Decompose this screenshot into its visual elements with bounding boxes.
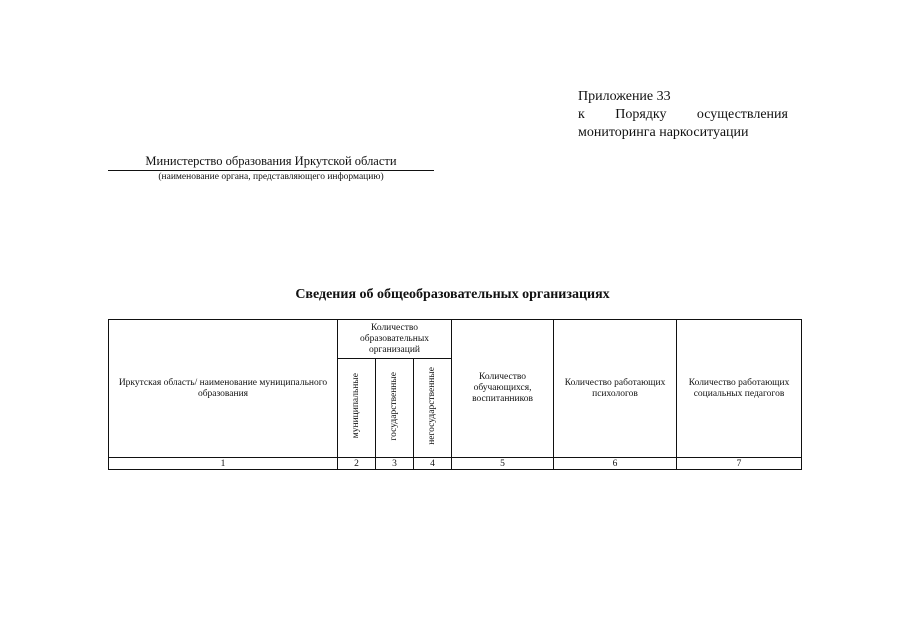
appendix-line-3: мониторинга наркоситуации (578, 125, 749, 140)
organization-underline (108, 170, 434, 171)
column-number: 6 (554, 458, 677, 470)
column-number: 3 (376, 458, 414, 470)
header-psychologists: Количество работающих психологов (554, 320, 677, 458)
organization-block (108, 154, 434, 182)
document-title: Сведения об общеобразовательных организациях (295, 287, 610, 302)
organizations-table (108, 319, 802, 470)
header-municipal-cell (338, 359, 376, 458)
appendix-number: Приложение 33 (578, 89, 671, 104)
organization-hint: (наименование органа, представляющего информацию) (158, 172, 384, 182)
column-number: 5 (452, 458, 554, 470)
appendix-word-order: Порядку (615, 107, 667, 122)
appendix-line-2 (578, 106, 788, 124)
column-numbers-row (109, 458, 802, 470)
header-state: государственные (389, 371, 399, 441)
header-orgs-count: Количество образовательных организаций (338, 320, 452, 359)
column-number: 7 (677, 458, 802, 470)
table-header-row-1 (109, 320, 802, 359)
column-number: 4 (414, 458, 452, 470)
column-number: 1 (109, 458, 338, 470)
header-social-pedagogues: Количество работающих социальных педагогов (677, 320, 802, 458)
appendix-word-k: к (578, 107, 585, 122)
header-municipal: муниципальные (351, 373, 361, 439)
header-nonstate-cell (414, 359, 452, 458)
organization-name: Министерство образования Иркутской области (145, 154, 397, 168)
appendix-word-implementation: осуществления (696, 107, 788, 122)
header-region: Иркутская область/ наименование муниципального образования (109, 320, 338, 458)
appendix-reference (578, 88, 788, 142)
column-number: 2 (338, 458, 376, 470)
header-nonstate: негосударственные (427, 367, 437, 445)
header-students: Количество обучающихся, воспитанников (452, 320, 554, 458)
header-state-cell (376, 359, 414, 458)
